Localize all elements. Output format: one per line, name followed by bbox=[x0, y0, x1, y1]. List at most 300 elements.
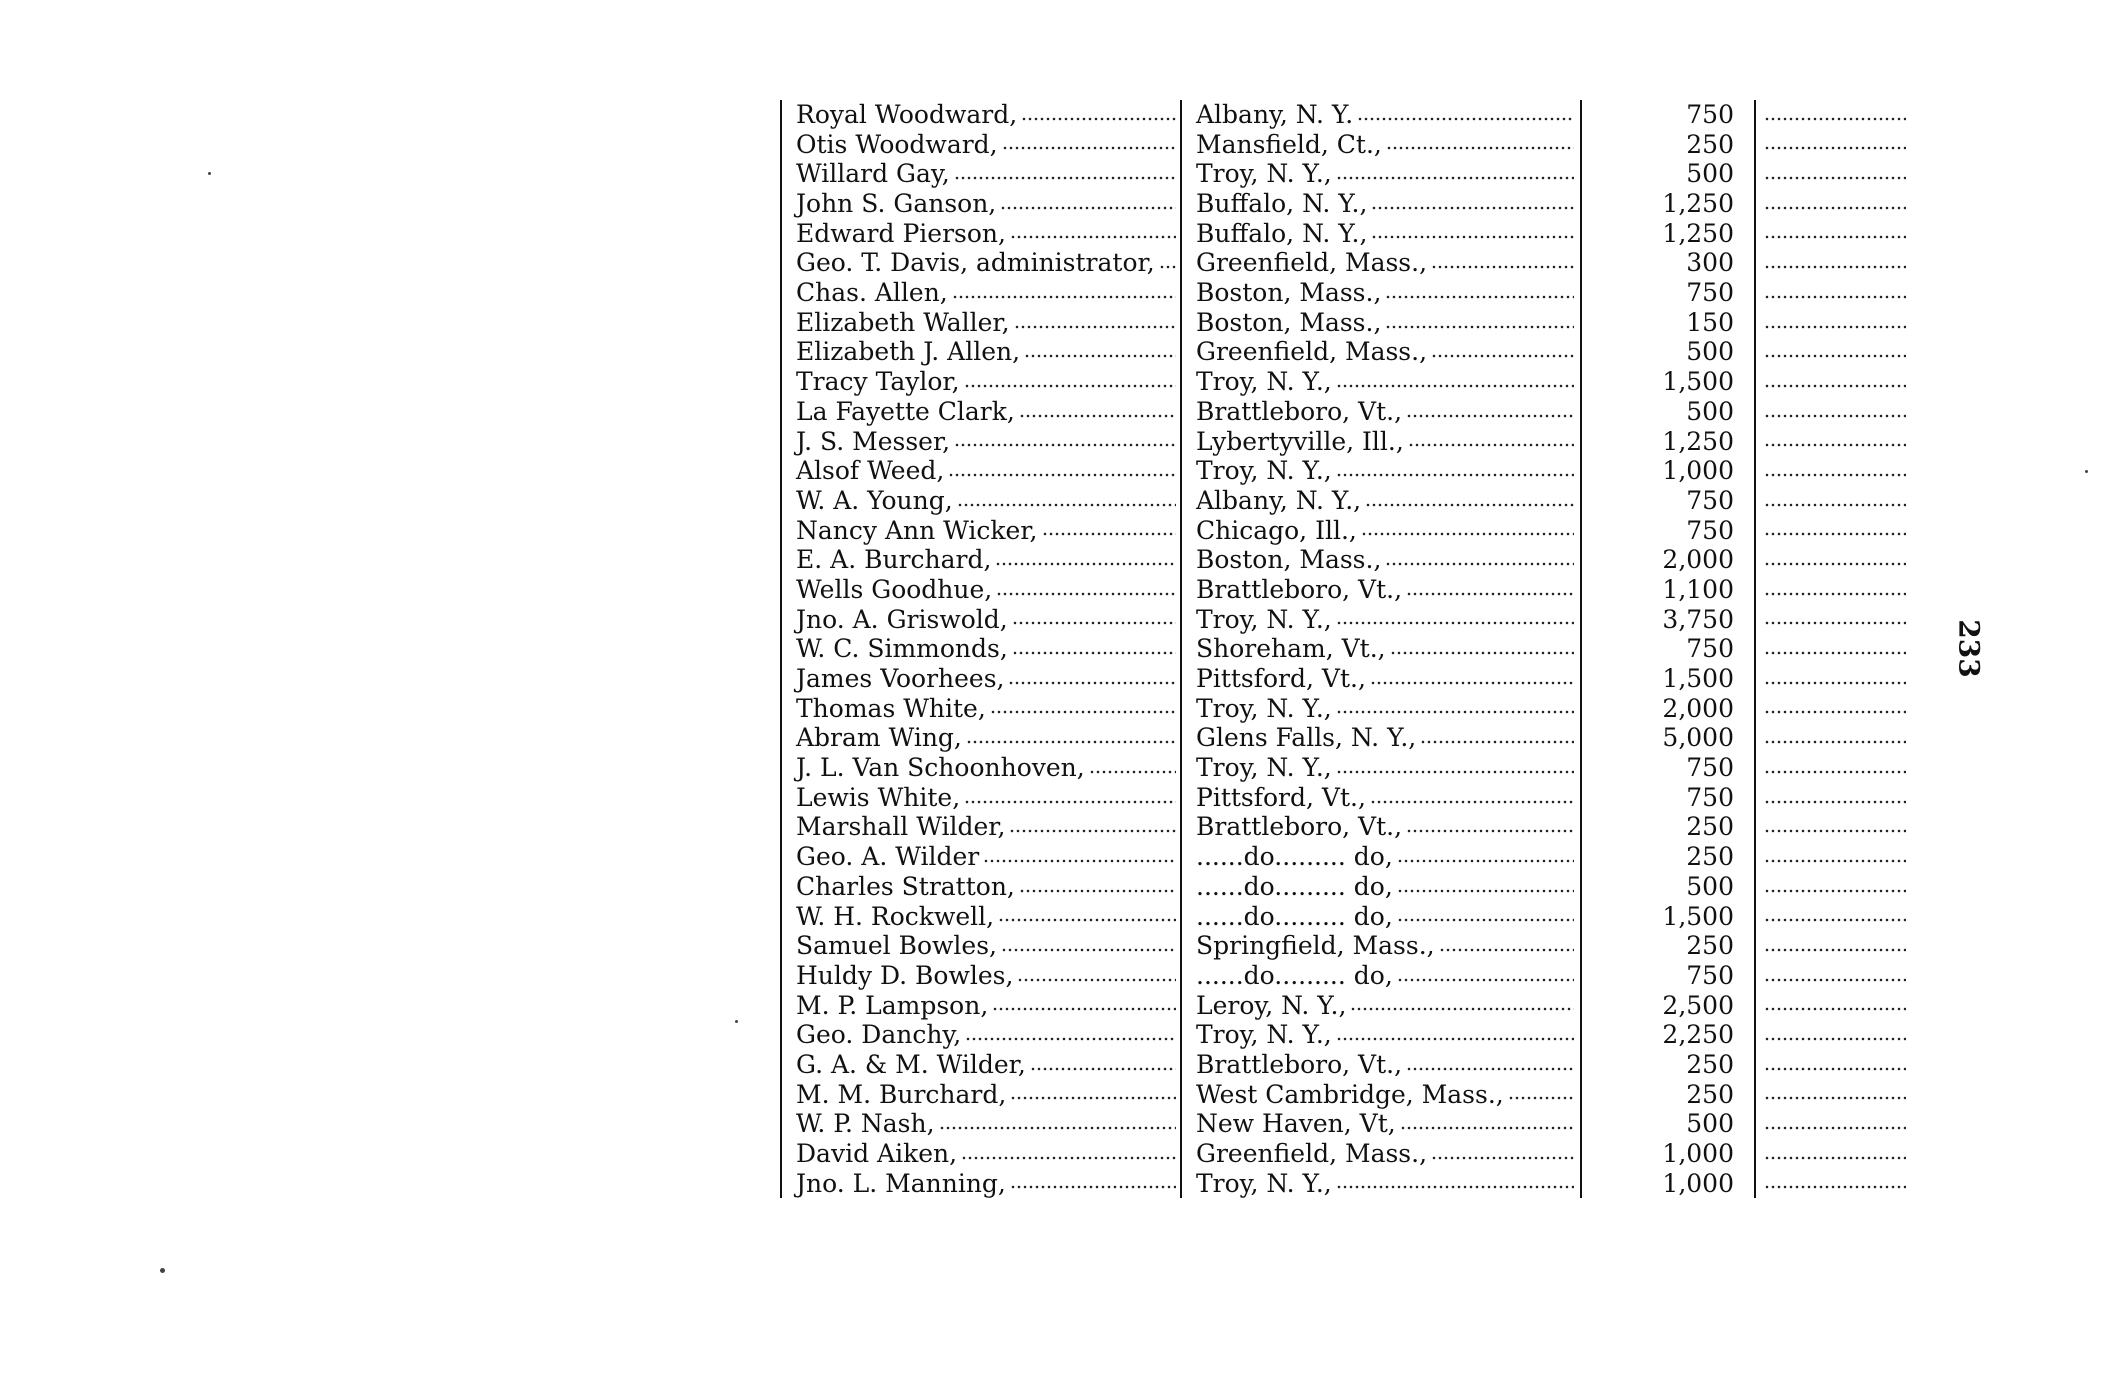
amount-cell bbox=[1580, 1139, 1754, 1169]
dot-leader bbox=[1764, 1095, 1906, 1101]
table-row bbox=[780, 634, 1914, 664]
blank-cell bbox=[1754, 516, 1914, 546]
subscriber-name: Thomas White, bbox=[796, 693, 986, 723]
name-cell bbox=[780, 991, 1180, 1021]
table-row bbox=[780, 427, 1914, 457]
amount: 2,000 bbox=[1662, 693, 1734, 723]
name-cell bbox=[780, 456, 1180, 486]
dot-leader bbox=[1371, 234, 1574, 240]
dot-leader bbox=[1400, 1125, 1574, 1131]
dot-leader bbox=[1406, 828, 1574, 834]
dot-leader bbox=[1764, 1036, 1906, 1042]
amount: 500 bbox=[1686, 871, 1734, 901]
dot-leader bbox=[1009, 828, 1176, 834]
amount: 500 bbox=[1686, 159, 1734, 189]
dot-leader bbox=[1000, 205, 1176, 211]
residence: Chicago, Ill., bbox=[1196, 515, 1357, 545]
table-row bbox=[780, 130, 1914, 160]
residence: West Cambridge, Mass., bbox=[1196, 1079, 1504, 1109]
table-row bbox=[780, 991, 1914, 1021]
name-cell bbox=[780, 694, 1180, 724]
subscriber-name: Royal Woodward, bbox=[796, 100, 1018, 129]
amount-cell bbox=[1580, 367, 1754, 397]
residence: ......do......... do, bbox=[1196, 960, 1393, 990]
table-row bbox=[780, 367, 1914, 397]
blank-cell bbox=[1754, 427, 1914, 457]
dot-leader bbox=[1764, 561, 1906, 567]
dot-leader bbox=[1012, 650, 1176, 656]
dot-leader bbox=[1336, 709, 1574, 715]
name-cell bbox=[780, 1050, 1180, 1080]
place-cell bbox=[1180, 605, 1580, 635]
dot-leader bbox=[1764, 1125, 1906, 1131]
blank-cell bbox=[1754, 961, 1914, 991]
place-cell bbox=[1180, 338, 1580, 368]
blank-cell bbox=[1754, 872, 1914, 902]
table-row bbox=[780, 278, 1914, 308]
dot-leader bbox=[1042, 531, 1176, 537]
blank-cell bbox=[1754, 308, 1914, 338]
dot-leader bbox=[1386, 145, 1574, 151]
residence: Brattleboro, Vt., bbox=[1196, 396, 1403, 426]
place-cell bbox=[1180, 219, 1580, 249]
blank-cell bbox=[1754, 991, 1914, 1021]
table-row bbox=[780, 308, 1914, 338]
table-row bbox=[780, 664, 1914, 694]
amount-cell bbox=[1580, 100, 1754, 130]
amount: 1,500 bbox=[1662, 367, 1734, 397]
name-cell bbox=[780, 783, 1180, 813]
place-cell bbox=[1180, 308, 1580, 338]
blank-cell bbox=[1754, 783, 1914, 813]
dot-leader bbox=[992, 1006, 1176, 1012]
dot-leader bbox=[1406, 591, 1574, 597]
residence: Brattleboro, Vt., bbox=[1196, 1050, 1403, 1079]
dot-leader bbox=[1017, 977, 1176, 983]
table-row bbox=[780, 338, 1914, 368]
subscriber-name: W. A. Young, bbox=[796, 485, 953, 515]
amount-cell bbox=[1580, 189, 1754, 219]
subscriber-name: Chas. Allen, bbox=[796, 278, 948, 308]
place-cell bbox=[1180, 1080, 1580, 1110]
blank-cell bbox=[1754, 545, 1914, 575]
name-cell bbox=[780, 1169, 1180, 1199]
dot-leader bbox=[1420, 739, 1574, 745]
dot-leader bbox=[1336, 383, 1574, 389]
dot-leader bbox=[1089, 769, 1176, 775]
blank-cell bbox=[1754, 575, 1914, 605]
dot-leader bbox=[1764, 858, 1906, 864]
residence: New Haven, Vt, bbox=[1196, 1109, 1396, 1139]
amount: 250 bbox=[1686, 931, 1734, 961]
dot-leader bbox=[1508, 1095, 1574, 1101]
amount-cell bbox=[1580, 991, 1754, 1021]
name-cell bbox=[780, 397, 1180, 427]
table-row bbox=[780, 1169, 1914, 1199]
dot-leader bbox=[996, 591, 1176, 597]
name-cell bbox=[780, 100, 1180, 130]
amount: 750 bbox=[1686, 634, 1734, 664]
amount-cell bbox=[1580, 219, 1754, 249]
dot-leader bbox=[1764, 413, 1906, 419]
dot-leader bbox=[1764, 828, 1906, 834]
place-cell bbox=[1180, 545, 1580, 575]
blank-cell bbox=[1754, 1080, 1914, 1110]
amount: 250 bbox=[1686, 812, 1734, 842]
residence: Pittsford, Vt., bbox=[1196, 782, 1366, 812]
table-row bbox=[780, 159, 1914, 189]
name-cell bbox=[780, 931, 1180, 961]
amount-cell bbox=[1580, 456, 1754, 486]
residence: Brattleboro, Vt., bbox=[1196, 812, 1403, 842]
subscriber-name: James Voorhees, bbox=[796, 664, 1005, 694]
dot-leader bbox=[1764, 739, 1906, 745]
name-cell bbox=[780, 1080, 1180, 1110]
dot-leader bbox=[1019, 413, 1176, 419]
place-cell bbox=[1180, 634, 1580, 664]
place-cell bbox=[1180, 189, 1580, 219]
place-cell bbox=[1180, 1169, 1580, 1199]
dot-leader bbox=[1764, 977, 1906, 983]
amount-cell bbox=[1580, 842, 1754, 872]
amount-cell bbox=[1580, 575, 1754, 605]
blank-cell bbox=[1754, 931, 1914, 961]
dot-leader bbox=[1764, 947, 1906, 953]
dot-leader bbox=[1385, 294, 1574, 300]
amount-cell bbox=[1580, 248, 1754, 278]
amount-cell bbox=[1580, 872, 1754, 902]
blank-cell bbox=[1754, 397, 1914, 427]
dot-leader bbox=[1764, 680, 1906, 686]
table-row bbox=[780, 813, 1914, 843]
table-row bbox=[780, 1020, 1914, 1050]
dot-leader bbox=[1397, 858, 1574, 864]
dot-leader bbox=[1764, 264, 1906, 270]
residence: Pittsford, Vt., bbox=[1196, 664, 1366, 694]
subscriber-name: Huldy D. Bowles, bbox=[796, 960, 1014, 990]
place-cell bbox=[1180, 931, 1580, 961]
dot-leader bbox=[1764, 205, 1906, 211]
place-cell bbox=[1180, 872, 1580, 902]
subscriber-name: Jno. A. Griswold, bbox=[796, 604, 1008, 634]
dot-leader bbox=[1361, 531, 1574, 537]
dot-leader bbox=[1764, 1066, 1906, 1072]
residence: Troy, N. Y., bbox=[1196, 1020, 1332, 1050]
dot-leader bbox=[1764, 620, 1906, 626]
blank-cell bbox=[1754, 694, 1914, 724]
residence: Boston, Mass., bbox=[1196, 307, 1382, 337]
subscriber-name: Geo. Danchy, bbox=[796, 1020, 962, 1050]
table-row bbox=[780, 605, 1914, 635]
blank-cell bbox=[1754, 605, 1914, 635]
dot-leader bbox=[1764, 1155, 1906, 1161]
residence: Lybertyville, Ill., bbox=[1196, 426, 1404, 456]
place-cell bbox=[1180, 1050, 1580, 1080]
dot-leader bbox=[1764, 531, 1906, 537]
dot-leader bbox=[1406, 1066, 1574, 1072]
name-cell bbox=[780, 278, 1180, 308]
name-cell bbox=[780, 159, 1180, 189]
name-cell bbox=[780, 723, 1180, 753]
residence: Troy, N. Y., bbox=[1196, 1168, 1332, 1198]
amount-cell bbox=[1580, 159, 1754, 189]
amount: 1,250 bbox=[1662, 189, 1734, 219]
residence: Brattleboro, Vt., bbox=[1196, 575, 1403, 604]
name-cell bbox=[780, 308, 1180, 338]
dot-leader bbox=[954, 442, 1176, 448]
dot-leader bbox=[1370, 799, 1574, 805]
amount-cell bbox=[1580, 902, 1754, 932]
amount: 750 bbox=[1686, 278, 1734, 308]
subscriber-name: J. S. Messer, bbox=[796, 426, 951, 456]
amount: 1,250 bbox=[1662, 218, 1734, 248]
amount: 2,500 bbox=[1662, 990, 1734, 1020]
place-cell bbox=[1180, 991, 1580, 1021]
amount-cell bbox=[1580, 813, 1754, 843]
dot-leader bbox=[954, 175, 1176, 181]
table-row bbox=[780, 545, 1914, 575]
dot-leader bbox=[964, 799, 1176, 805]
amount: 1,000 bbox=[1662, 1139, 1734, 1169]
subscriber-name: Tracy Taylor, bbox=[796, 367, 960, 397]
name-cell bbox=[780, 842, 1180, 872]
dot-leader bbox=[1764, 1184, 1906, 1190]
blank-cell bbox=[1754, 456, 1914, 486]
dot-leader bbox=[1764, 888, 1906, 894]
residence: Springfield, Mass., bbox=[1196, 931, 1435, 961]
name-cell bbox=[780, 1109, 1180, 1139]
dot-leader bbox=[1370, 680, 1574, 686]
amount-cell bbox=[1580, 1109, 1754, 1139]
name-cell bbox=[780, 575, 1180, 605]
blank-cell bbox=[1754, 159, 1914, 189]
amount: 300 bbox=[1686, 248, 1734, 278]
amount: 2,000 bbox=[1662, 545, 1734, 575]
dot-leader bbox=[1159, 264, 1176, 270]
dot-leader bbox=[1021, 116, 1176, 122]
place-cell bbox=[1180, 1109, 1580, 1139]
dot-leader bbox=[1408, 442, 1574, 448]
dot-leader bbox=[1764, 769, 1906, 775]
name-cell bbox=[780, 961, 1180, 991]
residence: Troy, N. Y., bbox=[1196, 367, 1332, 397]
amount-cell bbox=[1580, 1080, 1754, 1110]
amount-cell bbox=[1580, 961, 1754, 991]
dot-leader bbox=[966, 739, 1176, 745]
amount-cell bbox=[1580, 694, 1754, 724]
name-cell bbox=[780, 634, 1180, 664]
dot-leader bbox=[1030, 1066, 1176, 1072]
amount-cell bbox=[1580, 1169, 1754, 1199]
amount-cell bbox=[1580, 1020, 1754, 1050]
dot-leader bbox=[1385, 561, 1574, 567]
name-cell bbox=[780, 1139, 1180, 1169]
amount: 250 bbox=[1686, 1079, 1734, 1109]
residence: Troy, N. Y., bbox=[1196, 456, 1332, 486]
subscriber-name: David Aiken, bbox=[796, 1139, 958, 1169]
dot-leader bbox=[1012, 620, 1176, 626]
table-row bbox=[780, 219, 1914, 249]
dot-leader bbox=[1431, 1155, 1574, 1161]
table-row bbox=[780, 842, 1914, 872]
place-cell bbox=[1180, 397, 1580, 427]
subscriber-name: Willard Gay, bbox=[796, 159, 950, 189]
table-row bbox=[780, 1139, 1914, 1169]
amount: 1,100 bbox=[1662, 575, 1734, 604]
table-row bbox=[780, 575, 1914, 605]
blank-cell bbox=[1754, 813, 1914, 843]
name-cell bbox=[780, 516, 1180, 546]
place-cell bbox=[1180, 367, 1580, 397]
dot-leader bbox=[1764, 234, 1906, 240]
dot-leader bbox=[1336, 1036, 1574, 1042]
dot-leader bbox=[1406, 413, 1574, 419]
place-cell bbox=[1180, 783, 1580, 813]
dot-leader bbox=[1764, 650, 1906, 656]
table-row bbox=[780, 516, 1914, 546]
dot-leader bbox=[1002, 145, 1176, 151]
dot-leader bbox=[957, 502, 1176, 508]
place-cell bbox=[1180, 100, 1580, 130]
place-cell bbox=[1180, 130, 1580, 160]
amount-cell bbox=[1580, 931, 1754, 961]
amount-cell bbox=[1580, 516, 1754, 546]
amount: 250 bbox=[1686, 1050, 1734, 1079]
dot-leader bbox=[964, 383, 1176, 389]
place-cell bbox=[1180, 813, 1580, 843]
name-cell bbox=[780, 1020, 1180, 1050]
subscriber-name: M. M. Burchard, bbox=[796, 1079, 1007, 1109]
dot-leader bbox=[1336, 1184, 1574, 1190]
residence: Mansfield, Ct., bbox=[1196, 129, 1382, 159]
place-cell bbox=[1180, 516, 1580, 546]
dot-leader bbox=[1336, 175, 1574, 181]
dot-leader bbox=[1397, 888, 1574, 894]
table-row bbox=[780, 456, 1914, 486]
dot-leader bbox=[1008, 680, 1176, 686]
subscriber-name: Elizabeth J. Allen, bbox=[796, 337, 1021, 367]
dot-leader bbox=[1385, 324, 1574, 330]
dot-leader bbox=[961, 1155, 1176, 1161]
blank-cell bbox=[1754, 753, 1914, 783]
dot-leader bbox=[1010, 1095, 1176, 1101]
blank-cell bbox=[1754, 634, 1914, 664]
blank-cell bbox=[1754, 248, 1914, 278]
table-row bbox=[780, 723, 1914, 753]
amount-cell bbox=[1580, 634, 1754, 664]
dot-leader bbox=[1001, 947, 1176, 953]
name-cell bbox=[780, 872, 1180, 902]
dot-leader bbox=[1764, 709, 1906, 715]
subscriber-table bbox=[780, 100, 1914, 1198]
amount: 500 bbox=[1686, 337, 1734, 367]
table-row bbox=[780, 961, 1914, 991]
dot-leader bbox=[1764, 917, 1906, 923]
amount: 5,000 bbox=[1662, 723, 1734, 753]
blank-cell bbox=[1754, 189, 1914, 219]
subscriber-name: M. P. Lampson, bbox=[796, 990, 989, 1020]
subscriber-name: Wells Goodhue, bbox=[796, 575, 993, 604]
place-cell bbox=[1180, 575, 1580, 605]
name-cell bbox=[780, 486, 1180, 516]
blank-cell bbox=[1754, 723, 1914, 753]
dot-leader bbox=[1010, 234, 1176, 240]
table-row bbox=[780, 1109, 1914, 1139]
dot-leader bbox=[948, 472, 1176, 478]
table-row bbox=[780, 248, 1914, 278]
residence: Albany, N. Y. bbox=[1196, 100, 1354, 129]
amount: 500 bbox=[1686, 396, 1734, 426]
dot-leader bbox=[1397, 977, 1574, 983]
amount-cell bbox=[1580, 130, 1754, 160]
amount-cell bbox=[1580, 427, 1754, 457]
place-cell bbox=[1180, 842, 1580, 872]
place-cell bbox=[1180, 159, 1580, 189]
blank-cell bbox=[1754, 130, 1914, 160]
name-cell bbox=[780, 545, 1180, 575]
name-cell bbox=[780, 338, 1180, 368]
residence: Buffalo, N. Y., bbox=[1196, 218, 1368, 248]
subscriber-name: Geo. T. Davis, administrator, bbox=[796, 248, 1155, 278]
blank-cell bbox=[1754, 338, 1914, 368]
blank-cell bbox=[1754, 1109, 1914, 1139]
amount-cell bbox=[1580, 486, 1754, 516]
subscriber-name: Nancy Ann Wicker, bbox=[796, 515, 1038, 545]
dot-leader bbox=[995, 561, 1176, 567]
amount-cell bbox=[1580, 278, 1754, 308]
dot-leader bbox=[1764, 502, 1906, 508]
name-cell bbox=[780, 189, 1180, 219]
table-row bbox=[780, 1080, 1914, 1110]
place-cell bbox=[1180, 753, 1580, 783]
amount: 2,250 bbox=[1662, 1020, 1734, 1050]
dot-leader bbox=[1431, 353, 1574, 359]
residence: Greenfield, Mass., bbox=[1196, 1139, 1428, 1169]
residence: Troy, N. Y., bbox=[1196, 693, 1332, 723]
blank-cell bbox=[1754, 100, 1914, 130]
dot-leader bbox=[1764, 116, 1906, 122]
dot-leader bbox=[1764, 383, 1906, 389]
residence: Shoreham, Vt., bbox=[1196, 634, 1386, 664]
subscriber-name: Jno. L. Manning, bbox=[796, 1168, 1006, 1198]
subscriber-name: La Fayette Clark, bbox=[796, 396, 1015, 426]
place-cell bbox=[1180, 427, 1580, 457]
table-row bbox=[780, 1050, 1914, 1080]
amount: 750 bbox=[1686, 485, 1734, 515]
dot-leader bbox=[952, 294, 1176, 300]
amount: 1,500 bbox=[1662, 664, 1734, 694]
amount: 750 bbox=[1686, 782, 1734, 812]
blank-cell bbox=[1754, 1169, 1914, 1199]
name-cell bbox=[780, 219, 1180, 249]
amount-cell bbox=[1580, 783, 1754, 813]
subscriber-name: G. A. & M. Wilder, bbox=[796, 1050, 1026, 1079]
place-cell bbox=[1180, 456, 1580, 486]
residence: Albany, N. Y., bbox=[1196, 485, 1362, 515]
blank-cell bbox=[1754, 278, 1914, 308]
dot-leader bbox=[1764, 353, 1906, 359]
dot-leader bbox=[1024, 353, 1176, 359]
place-cell bbox=[1180, 723, 1580, 753]
amount-cell bbox=[1580, 338, 1754, 368]
place-cell bbox=[1180, 961, 1580, 991]
dot-leader bbox=[1357, 116, 1574, 122]
dot-leader bbox=[990, 709, 1176, 715]
subscriber-name: E. A. Burchard, bbox=[796, 545, 992, 575]
amount: 1,250 bbox=[1662, 426, 1734, 456]
residence: Leroy, N. Y., bbox=[1196, 990, 1347, 1020]
subscriber-name: Charles Stratton, bbox=[796, 871, 1015, 901]
